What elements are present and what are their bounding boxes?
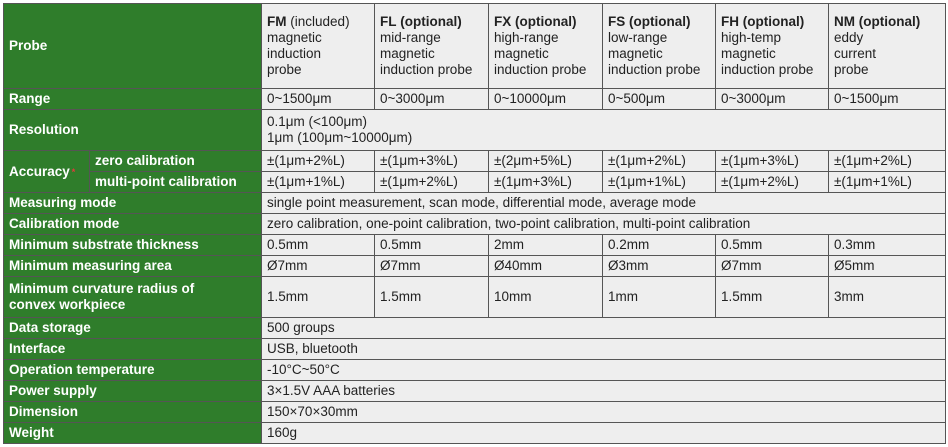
range-cell: 0~1500μm bbox=[262, 88, 375, 109]
probe-code: NM bbox=[834, 13, 856, 29]
probe-desc: induction probe bbox=[494, 61, 587, 77]
row-label: Range bbox=[4, 88, 262, 109]
probe-header-fs bbox=[603, 4, 716, 89]
accuracy-cell: ±(2μm+5%L) bbox=[489, 151, 603, 172]
resolution-row bbox=[4, 109, 946, 151]
probe-header-fm bbox=[262, 4, 375, 89]
probe-desc: eddy bbox=[834, 29, 864, 45]
row-label: Weight bbox=[4, 422, 262, 443]
probe-desc: mid-range bbox=[380, 29, 441, 45]
probe-desc: magnetic bbox=[494, 45, 549, 61]
substrate-cell: 0.5mm bbox=[716, 234, 829, 255]
min-substrate-row bbox=[4, 234, 946, 255]
accuracy-cell: ±(1μm+2%L) bbox=[262, 151, 375, 172]
substrate-cell: 0.3mm bbox=[829, 234, 946, 255]
row-label: Measuring mode bbox=[4, 193, 262, 214]
accuracy-zero-row bbox=[4, 151, 946, 172]
interface-row bbox=[4, 339, 946, 360]
probe-tag: (optional) bbox=[629, 13, 691, 29]
probe-tag: (optional) bbox=[858, 13, 921, 29]
substrate-cell: 0.2mm bbox=[603, 234, 716, 255]
area-cell: Ø7mm bbox=[262, 255, 375, 276]
measuring-mode-cell: single point measurement, scan mode, differential mode, average mode bbox=[262, 193, 946, 214]
spec-table bbox=[3, 3, 946, 444]
row-label: Minimum substrate thickness bbox=[4, 234, 262, 255]
probe-tag: (included) bbox=[290, 13, 350, 29]
accuracy-cell: ±(1μm+2%L) bbox=[375, 172, 489, 193]
accuracy-cell: ±(1μm+2%L) bbox=[603, 151, 716, 172]
probe-desc: high-range bbox=[494, 29, 559, 45]
row-label: Data storage bbox=[4, 318, 262, 339]
operation-temp-cell: -10°C~50°C bbox=[262, 360, 946, 381]
accuracy-cell: ±(1μm+1%L) bbox=[829, 172, 946, 193]
probe-desc: magnetic bbox=[267, 29, 322, 45]
curvature-label bbox=[4, 276, 262, 318]
probe-tag: (optional) bbox=[400, 13, 462, 29]
range-cell: 0~1500μm bbox=[829, 88, 946, 109]
min-area-row bbox=[4, 255, 946, 276]
probe-row bbox=[4, 4, 946, 89]
probe-header-nm bbox=[829, 4, 946, 89]
min-curvature-row bbox=[4, 276, 946, 318]
probe-label: Probe bbox=[4, 4, 262, 89]
range-cell: 0~3000μm bbox=[716, 88, 829, 109]
interface-cell: USB, bluetooth bbox=[262, 339, 946, 360]
row-label: Operation temperature bbox=[4, 360, 262, 381]
probe-desc: induction bbox=[267, 45, 322, 61]
range-row bbox=[4, 88, 946, 109]
row-label: Calibration mode bbox=[4, 214, 262, 235]
range-cell: 0~500μm bbox=[603, 88, 716, 109]
probe-code: FL bbox=[380, 13, 397, 29]
row-label: convex workpiece bbox=[9, 297, 126, 313]
probe-desc: induction probe bbox=[721, 61, 814, 77]
probe-desc: probe bbox=[834, 61, 869, 77]
row-label: Resolution bbox=[4, 109, 262, 151]
probe-header-fx bbox=[489, 4, 603, 89]
accuracy-label bbox=[4, 151, 90, 193]
area-cell: Ø3mm bbox=[603, 255, 716, 276]
range-cell: 0~3000μm bbox=[375, 88, 489, 109]
probe-tag: (optional) bbox=[515, 13, 577, 29]
probe-desc: magnetic bbox=[380, 45, 435, 61]
probe-code: FM bbox=[267, 13, 287, 29]
substrate-cell: 0.5mm bbox=[262, 234, 375, 255]
accuracy-cell: ±(1μm+2%L) bbox=[829, 151, 946, 172]
power-supply-row bbox=[4, 381, 946, 402]
row-label: Minimum measuring area bbox=[4, 255, 262, 276]
probe-desc: probe bbox=[267, 61, 302, 77]
operation-temp-row bbox=[4, 360, 946, 381]
weight-row bbox=[4, 422, 946, 443]
probe-code: FS bbox=[608, 13, 626, 29]
area-cell: Ø7mm bbox=[375, 255, 489, 276]
probe-tag: (optional) bbox=[742, 13, 805, 29]
curvature-cell: 3mm bbox=[829, 276, 946, 318]
accuracy-cell: ±(1μm+1%L) bbox=[262, 172, 375, 193]
area-cell: Ø7mm bbox=[716, 255, 829, 276]
probe-desc: high-temp bbox=[721, 29, 782, 45]
substrate-cell: 2mm bbox=[489, 234, 603, 255]
resolution-line: 0.1μm (<100μm) bbox=[267, 113, 367, 129]
probe-header-fl bbox=[375, 4, 489, 89]
row-label: Accuracy bbox=[9, 163, 70, 179]
curvature-cell: 1.5mm bbox=[716, 276, 829, 318]
spec-table-container bbox=[3, 3, 945, 444]
data-storage-cell: 500 groups bbox=[262, 318, 946, 339]
probe-code: FH bbox=[721, 13, 740, 29]
dimension-row bbox=[4, 402, 946, 423]
accuracy-sub-label: zero calibration bbox=[90, 151, 262, 172]
probe-desc: low-range bbox=[608, 29, 668, 45]
row-label: Power supply bbox=[4, 381, 262, 402]
calibration-mode-row bbox=[4, 214, 946, 235]
row-label: Interface bbox=[4, 339, 262, 360]
area-cell: Ø40mm bbox=[489, 255, 603, 276]
probe-desc: magnetic bbox=[608, 45, 663, 61]
accuracy-cell: ±(1μm+3%L) bbox=[375, 151, 489, 172]
accuracy-multi-row bbox=[4, 172, 946, 193]
resolution-line: 1μm (100μm~10000μm) bbox=[267, 129, 413, 145]
curvature-cell: 10mm bbox=[489, 276, 603, 318]
probe-desc: current bbox=[834, 45, 877, 61]
resolution-cell bbox=[262, 109, 946, 151]
accuracy-cell: ±(1μm+3%L) bbox=[716, 151, 829, 172]
probe-desc: magnetic bbox=[721, 45, 776, 61]
range-cell: 0~10000μm bbox=[489, 88, 603, 109]
area-cell: Ø5mm bbox=[829, 255, 946, 276]
substrate-cell: 0.5mm bbox=[375, 234, 489, 255]
row-label: Dimension bbox=[4, 402, 262, 423]
accuracy-cell: ±(1μm+2%L) bbox=[716, 172, 829, 193]
probe-code: FX bbox=[494, 13, 512, 29]
curvature-cell: 1mm bbox=[603, 276, 716, 318]
dimension-cell: 150×70×30mm bbox=[262, 402, 946, 423]
calibration-mode-cell: zero calibration, one-point calibration, two-point calibration, multi-point calibration bbox=[262, 214, 946, 235]
weight-cell: 160g bbox=[262, 422, 946, 443]
accuracy-cell: ±(1μm+1%L) bbox=[603, 172, 716, 193]
row-label: Minimum curvature radius of bbox=[9, 281, 195, 297]
accuracy-sub-label: multi-point calibration bbox=[90, 172, 262, 193]
data-storage-row bbox=[4, 318, 946, 339]
accuracy-marker: * bbox=[71, 166, 76, 177]
probe-desc: induction probe bbox=[608, 61, 701, 77]
accuracy-cell: ±(1μm+3%L) bbox=[489, 172, 603, 193]
curvature-cell: 1.5mm bbox=[262, 276, 375, 318]
curvature-cell: 1.5mm bbox=[375, 276, 489, 318]
measuring-mode-row bbox=[4, 193, 946, 214]
probe-desc: induction probe bbox=[380, 61, 473, 77]
power-supply-cell: 3×1.5V AAA batteries bbox=[262, 381, 946, 402]
probe-header-fh bbox=[716, 4, 829, 89]
